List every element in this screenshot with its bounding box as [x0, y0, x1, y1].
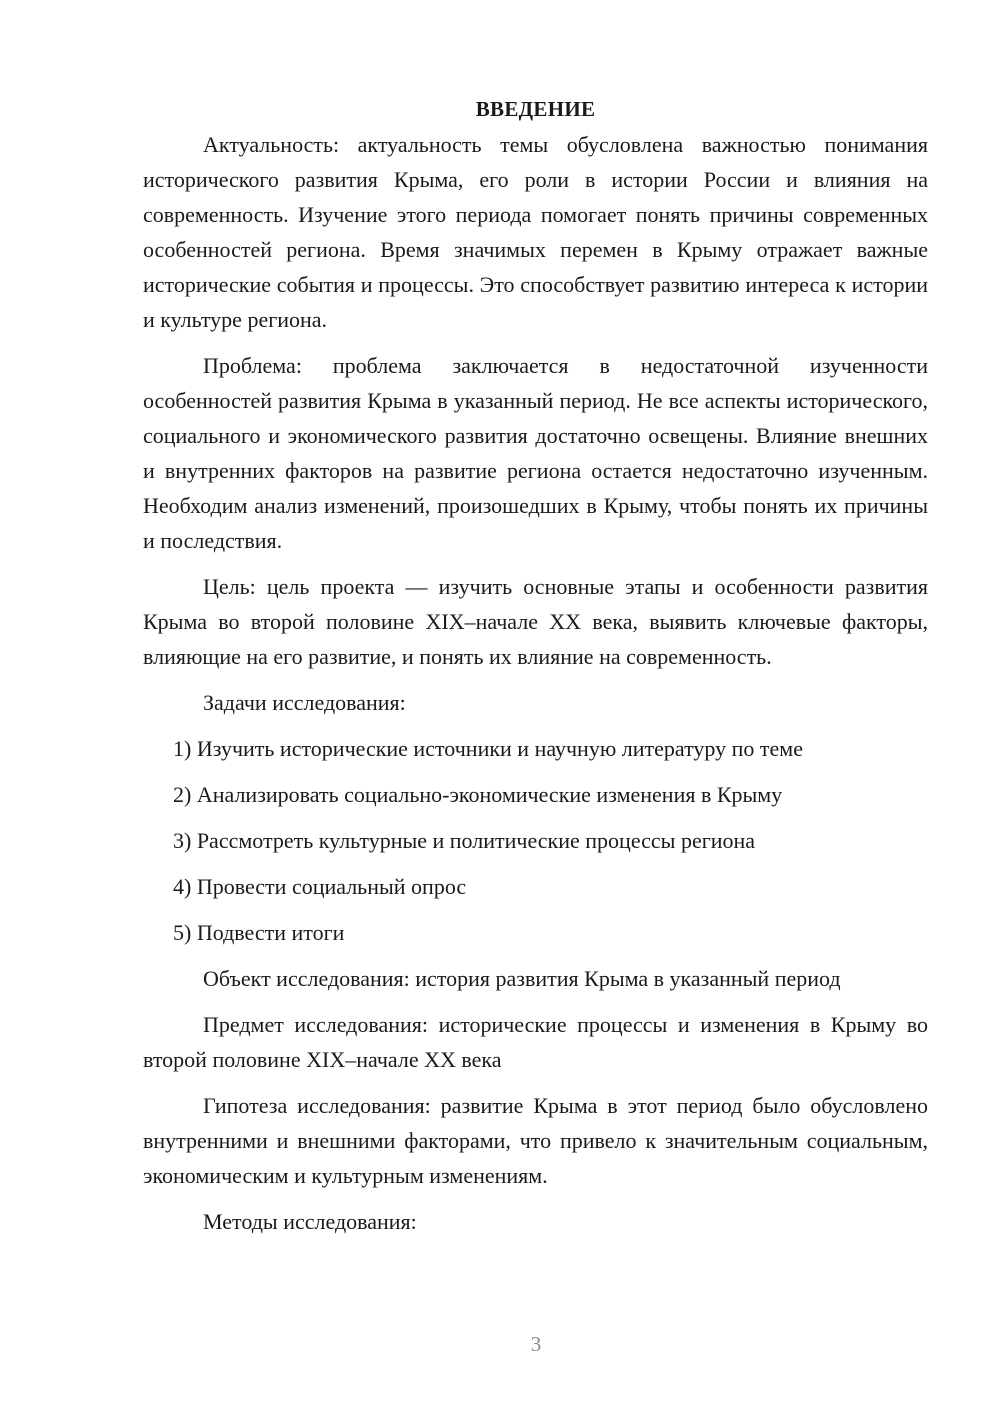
tasks-heading: Задачи исследования: — [203, 690, 406, 715]
tasks-list — [143, 731, 928, 950]
paragraph-problem: Проблема: проблема заключается в недостаточной изученности особенностей развития Крыма в указанный период. Не все аспекты исторического, социального и экономического развития достаточно освещены. Влияние внешних и внутренних факторов на развитие региона остается недостаточно изученным. Необходим анализ изменений, произошедших в Крыму, чтобы понять их причины и последствия. — [143, 353, 928, 553]
paragraph-methods: Методы исследования: — [203, 1209, 417, 1234]
paragraph-object: Объект исследования: история развития Крыма в указанный период — [203, 966, 841, 991]
list-item: 4) Провести социальный опрос — [173, 874, 467, 899]
paragraph-goal: Цель: цель проекта — изучить основные этапы и особенности развития Крыма во второй половине XIX–начале XX века, выявить ключевые факторы, влияющие на его развитие, и понять их влияние на современность. — [143, 574, 928, 669]
paragraph-hypothesis: Гипотеза исследования: развитие Крыма в этот период было обусловлено внутренними и внешними факторами, что привело к значительным социальным, экономическим и культурным изменениям. — [143, 1093, 928, 1188]
page-number: 3 — [530, 1332, 542, 1356]
section-title: ВВЕДЕНИЕ — [475, 97, 596, 121]
list-item: 3) Рассмотреть культурные и политические процессы региона — [173, 828, 756, 853]
list-item: 2) Анализировать социально-экономические изменения в Крыму — [173, 782, 783, 807]
paragraph-subject: Предмет исследования: исторические процессы и изменения в Крыму во второй половине XIX–начале XX века — [143, 1012, 928, 1072]
list-item: 5) Подвести итоги — [173, 920, 345, 945]
document-page — [143, 92, 928, 1250]
paragraph-relevance: Актуальность: актуальность темы обусловлена важностью понимания исторического развития Крыма, его роли в истории России и влияния на современность. Изучение этого периода помогает понять причины современных особенностей региона. Время значимых перемен в Крыму отражает важные исторические события и процессы. Это способствует развитию интереса к истории и культуре региона. — [143, 132, 928, 332]
list-item: 1) Изучить исторические источники и научную литературу по теме — [173, 736, 803, 761]
